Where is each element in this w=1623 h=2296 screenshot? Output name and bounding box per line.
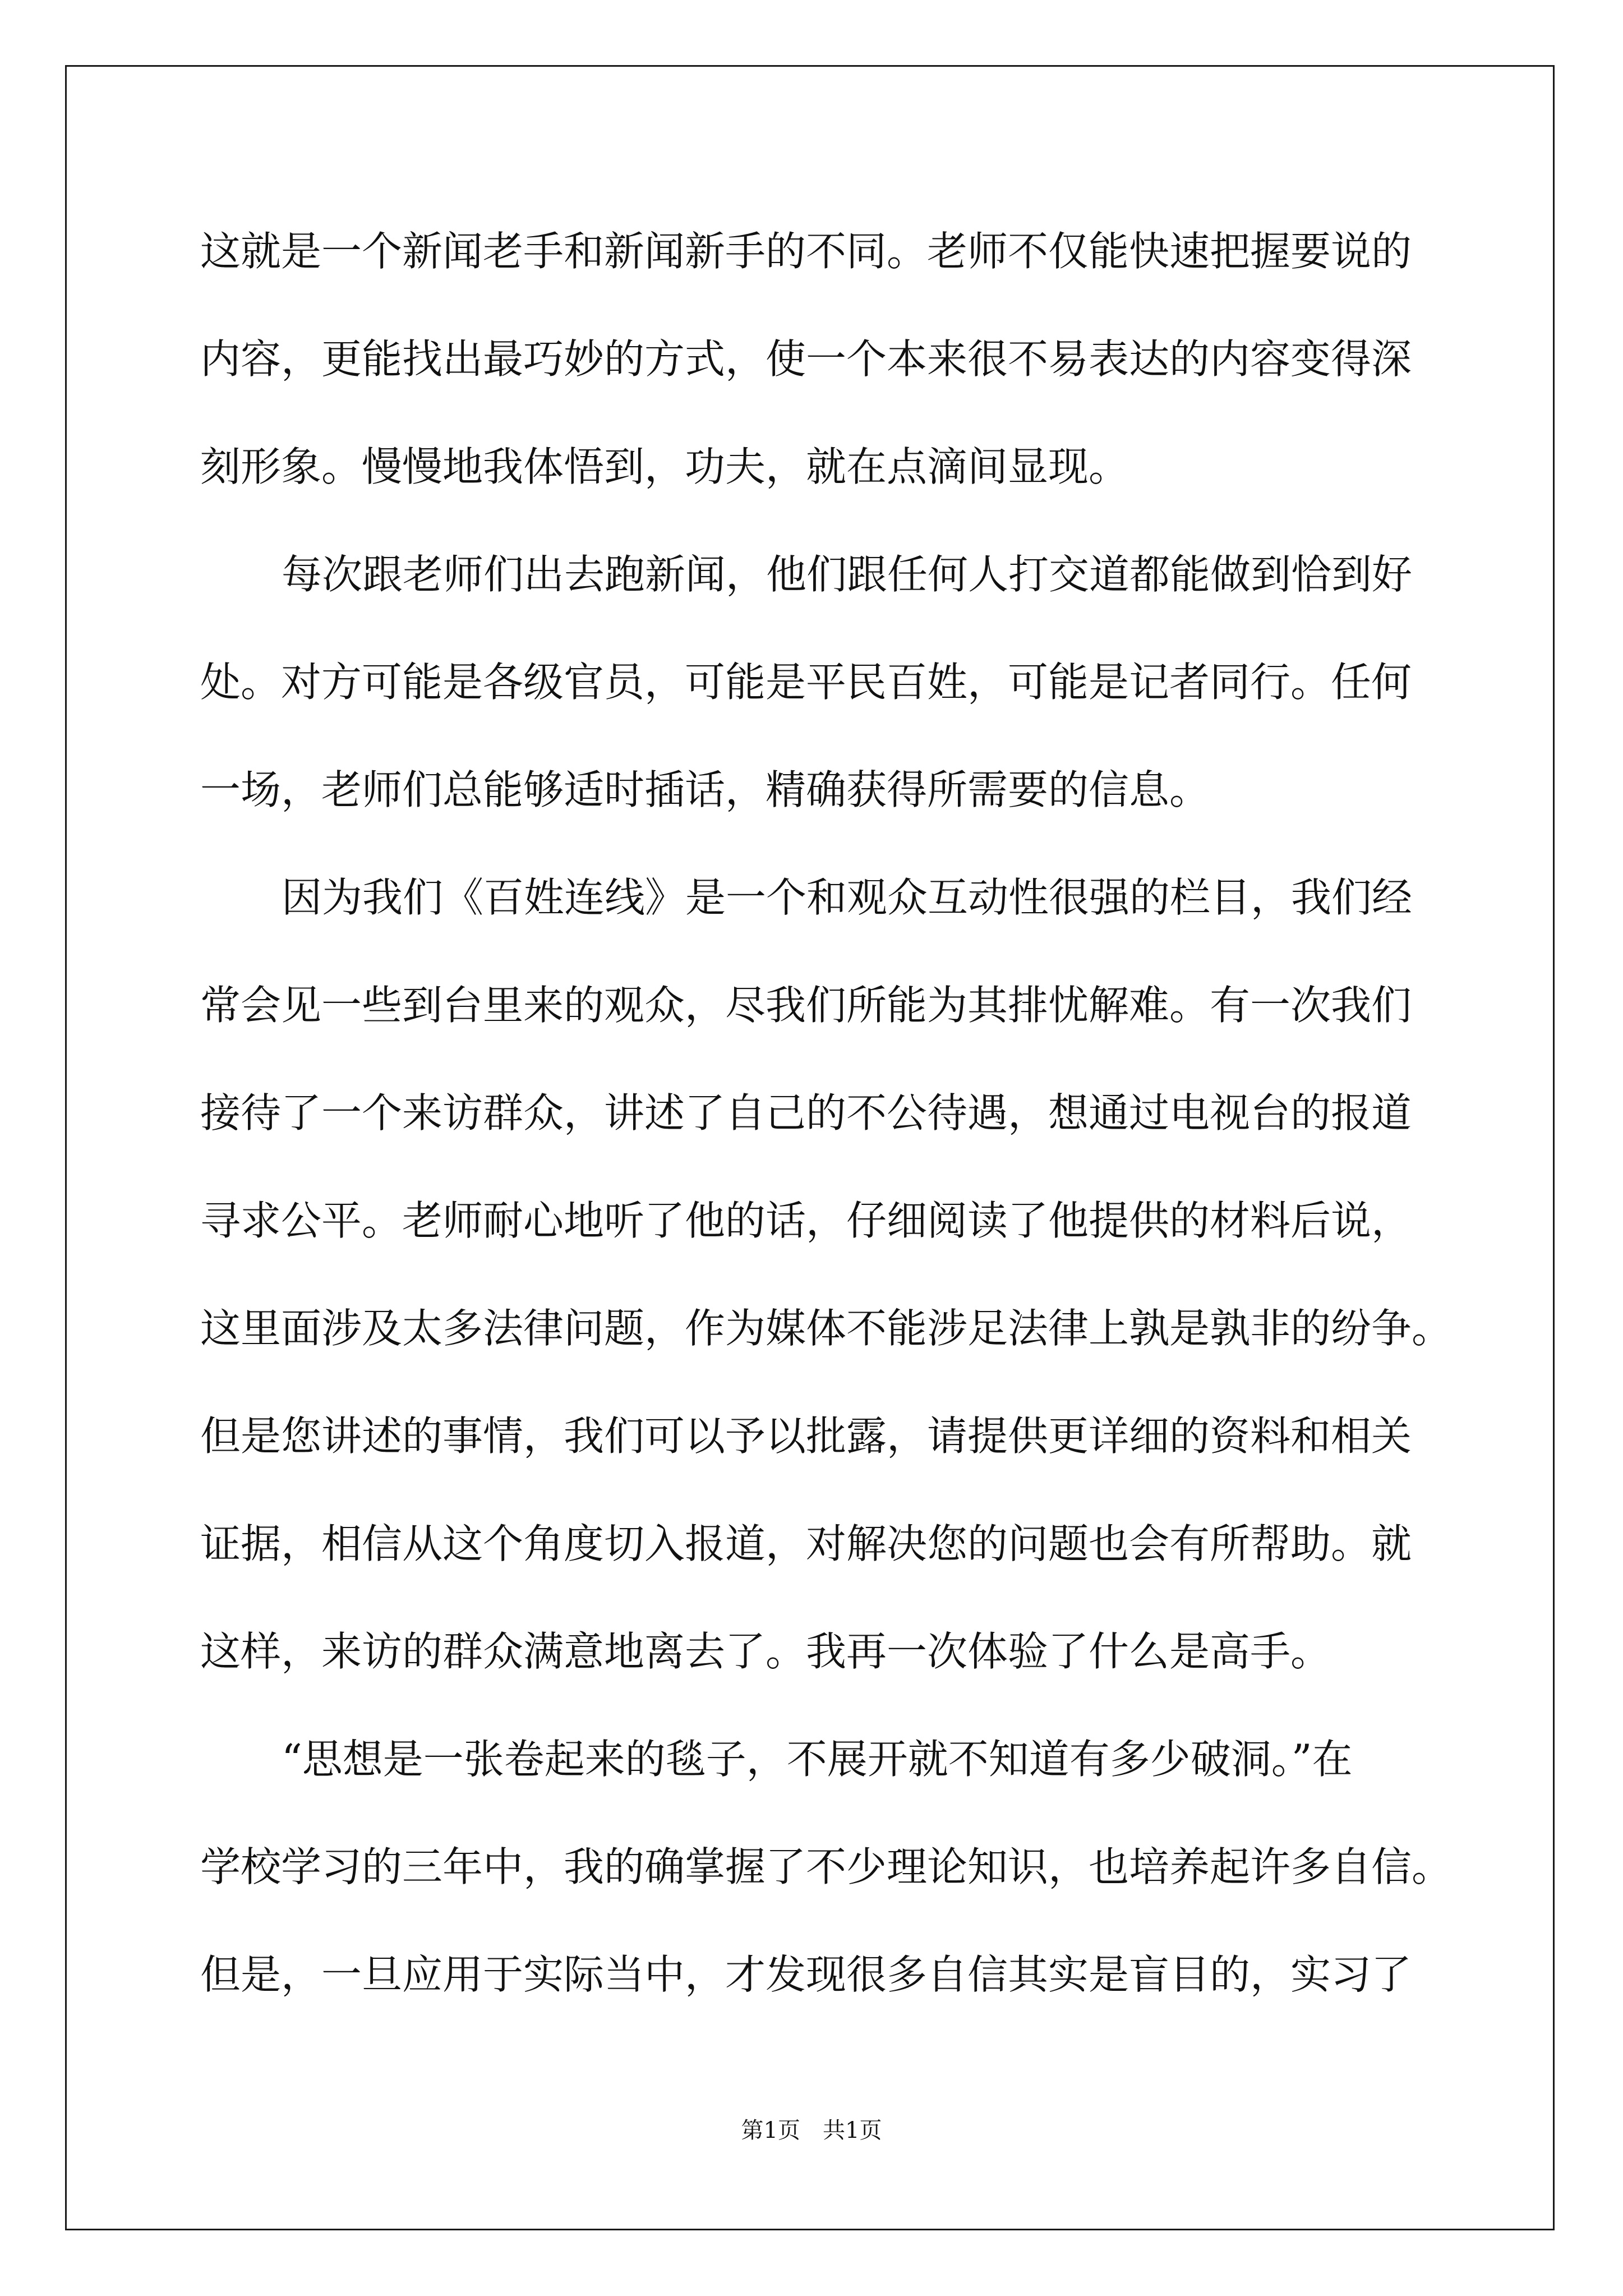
text-line: 内容，更能找出最巧妙的方式，使一个本来很不易表达的内容变得深 bbox=[200, 335, 1412, 383]
text-line: 一场，老师们总能够适时插话，精确获得所需要的信息。 bbox=[200, 766, 1210, 813]
text-line: “思想是一张卷起来的毯子，不展开就不知道有多少破洞。”在 bbox=[282, 1736, 1353, 1783]
text-line: 刻形象。慢慢地我体悟到，功夫，就在点滴间显现。 bbox=[200, 443, 1129, 490]
text-line: 因为我们《百姓连线》是一个和观众互动性很强的栏目，我们经 bbox=[282, 874, 1413, 921]
text-line: 但是，一旦应用于实际当中，才发现很多自信其实是盲目的，实习了 bbox=[200, 1951, 1412, 1998]
text-line: 寻求公平。老师耐心地听了他的话，仔细阅读了他提供的材料后说， bbox=[200, 1197, 1412, 1244]
text-line: 证据，相信从这个角度切入报道，对解决您的问题也会有所帮助。就 bbox=[200, 1520, 1412, 1567]
text-line: 这就是一个新闻老手和新闻新手的不同。老师不仅能快速把握要说的 bbox=[200, 228, 1412, 275]
text-line: 处。对方可能是各级官员，可能是平民百姓，可能是记者同行。任何 bbox=[200, 659, 1412, 706]
text-line: 但是您讲述的事情，我们可以予以批露，请提供更详细的资料和相关 bbox=[200, 1412, 1412, 1460]
text-line: 这里面涉及太多法律问题，作为媒体不能涉足法律上孰是孰非的纷争。 bbox=[200, 1305, 1453, 1352]
page-number-footer: 第1页 共1页 bbox=[741, 2118, 882, 2143]
text-line: 常会见一些到台里来的观众，尽我们所能为其排忧解难。有一次我们 bbox=[200, 982, 1412, 1029]
text-line: 接待了一个来访群众，讲述了自己的不公待遇，想通过电视台的报道 bbox=[200, 1089, 1412, 1137]
text-line: 这样，来访的群众满意地离去了。我再一次体验了什么是高手。 bbox=[200, 1628, 1331, 1675]
page-border bbox=[65, 65, 1555, 2230]
text-line: 每次跟老师们出去跑新闻，他们跟任何人打交道都能做到恰到好 bbox=[282, 551, 1413, 598]
text-line: 学校学习的三年中，我的确掌握了不少理论知识，也培养起许多自信。 bbox=[200, 1843, 1453, 1890]
